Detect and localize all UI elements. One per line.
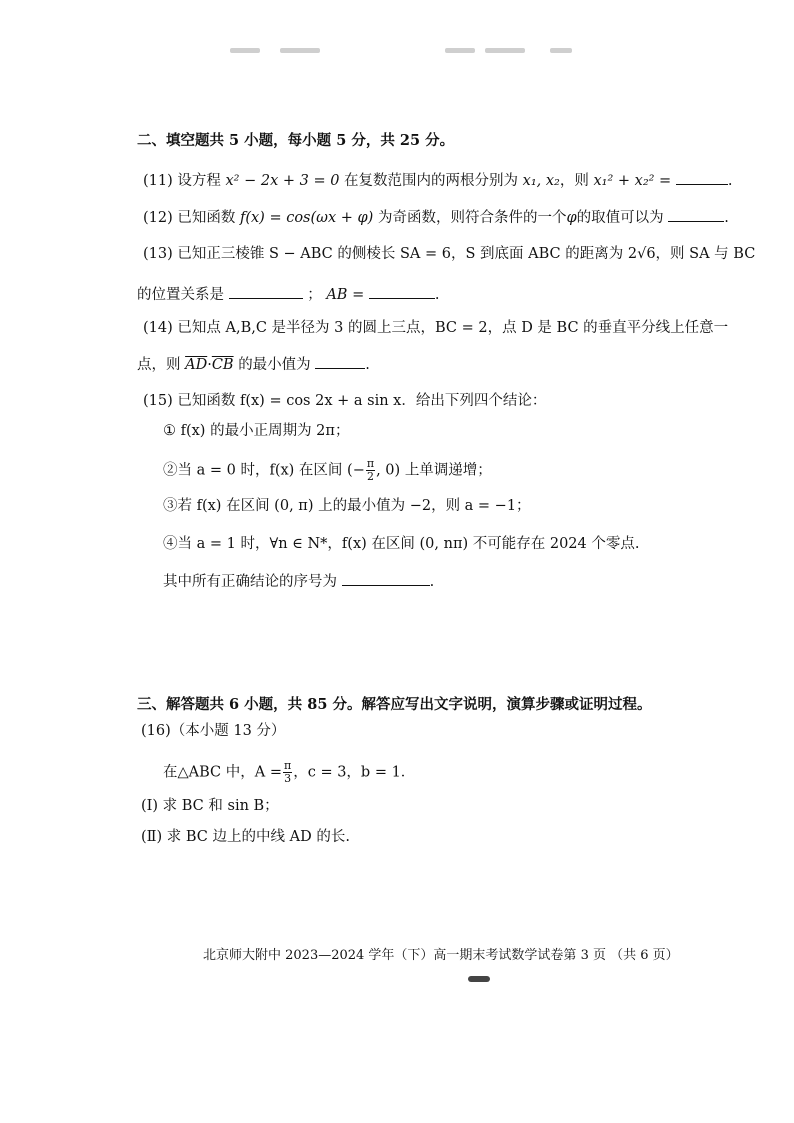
q13-text-2b: AB = (326, 287, 365, 303)
q14-answer-blank[interactable] (315, 354, 365, 369)
q11-text-1: 设方程 (177, 173, 221, 189)
q16-numerator: π (283, 759, 292, 772)
question-13-line-2 (137, 284, 439, 305)
section-3-heading: 三、解答题共 6 小题，共 85 分。解答应写出文字说明，演算步骤或证明过程。 (137, 696, 652, 713)
q14-vector-ad: $\overline{AD}$ (185, 357, 208, 373)
q12-text-1: 已知函数 (177, 210, 236, 226)
q16-given-a: 在△ABC 中，A = (163, 764, 282, 781)
q14-text: 已知点 A,B,C 是半径为 3 的圆上三点，BC = 2，点 D 是 BC 的垂直平分线上任意一 (177, 320, 729, 336)
q12-number: (12) (143, 210, 173, 226)
question-13-line-1 (143, 244, 755, 264)
q15-number: (15) (143, 393, 173, 409)
q11-expression: x₁² + x₂² = (593, 173, 672, 189)
q13-text-2a: 的位置关系是 (137, 287, 224, 303)
q16-given (163, 760, 415, 785)
q14-text-2b: 的最小值为 (238, 357, 311, 373)
q11-answer-blank[interactable] (676, 170, 728, 185)
q12-text-3: 的取值可以为 (576, 210, 664, 226)
q15-conclusion-2 (163, 458, 492, 483)
q11-equation: x² − 2x + 3 = 0 (225, 173, 340, 189)
q15-c2-fraction (366, 458, 375, 483)
q11-text-3: ，则 (559, 173, 589, 189)
q15-c2-numerator: π (366, 457, 375, 470)
q12-phi: φ (566, 210, 577, 226)
question-12 (143, 207, 729, 228)
q15-c2-text-a: ②当 a = 0 时，f(x) 在区间 (163, 462, 343, 479)
q14-dot: · (207, 357, 212, 373)
question-11 (143, 170, 732, 191)
q14-vector-cb: $\overline{CB}$ (211, 357, 234, 373)
q12-answer-blank[interactable] (668, 207, 724, 222)
scan-mark (468, 976, 490, 982)
q14-number: (14) (143, 320, 173, 336)
q12-function: f(x) = cos(ωx + φ) (239, 210, 374, 226)
q11-text-2: 在复数范围内的两根分别为 (344, 173, 519, 189)
q16-fraction (283, 760, 292, 785)
q13-blank-2[interactable] (369, 284, 435, 299)
q13-text: 已知正三棱锥 S − ABC 的侧棱长 SA = 6，S 到底面 ABC 的距离为 2√6，则 SA 与 BC (177, 246, 756, 262)
question-14-line-2 (137, 354, 370, 375)
q14-text-2a: 点，则 (137, 357, 181, 373)
q13-separator: ； (307, 287, 322, 303)
q16-denominator: 3 (284, 772, 292, 785)
q16-title: (16)（本小题 13 分） (141, 723, 286, 739)
q15-ask (163, 571, 434, 592)
q14-period: . (365, 357, 370, 373)
q15-c2-close: , 0) (376, 462, 401, 479)
q15-c2-open: (− (347, 462, 365, 479)
q15-answer-blank[interactable] (342, 571, 430, 586)
q12-text-2: 为奇函数，则符合条件的一个 (377, 210, 567, 226)
q16-part-1: (Ⅰ) 求 BC 和 sin B； (141, 798, 279, 814)
q15-conclusion-1: ① f(x) 的最小正周期为 2π； (163, 423, 350, 439)
q15-conclusion-4: ④当 a = 1 时，∀n ∈ N*，f(x) 在区间 (0, nπ) 不可能存在 2024 个零点. (163, 536, 640, 552)
q16-given-b: ，c = 3，b = 1． (293, 764, 416, 781)
q13-number: (13) (143, 246, 173, 262)
q13-blank-1[interactable] (229, 284, 303, 299)
q15-period: . (429, 574, 435, 590)
q13-period: . (434, 287, 440, 303)
q12-period: . (724, 210, 729, 226)
q11-number: (11) (143, 173, 173, 189)
q15-ask-text: 其中所有正确结论的序号为 (163, 574, 337, 590)
q15-conclusion-3: ③若 f(x) 在区间 (0, π) 上的最小值为 −2，则 a = −1； (163, 498, 531, 514)
q15-c2-text-b: 上单调递增； (404, 462, 492, 479)
header-smudge (230, 44, 580, 56)
q11-roots: x₁, x₂ (522, 173, 560, 189)
section-2-heading: 二、填空题共 5 小题，每小题 5 分，共 25 分。 (137, 132, 455, 149)
q11-period: . (727, 173, 733, 189)
question-14-line-1 (143, 318, 728, 338)
q15-intro-text: 已知函数 f(x) = cos 2x + a sin x．给出下列四个结论： (177, 393, 547, 409)
q16-part-2: (Ⅱ) 求 BC 边上的中线 AD 的长. (141, 829, 350, 845)
q15-c2-denominator: 2 (366, 470, 374, 483)
page-footer: 北京师大附中 2023—2024 学年（下）高一期末考试数学试卷第 3 页 （共 6 页） (203, 948, 679, 963)
question-15-intro (143, 391, 546, 411)
